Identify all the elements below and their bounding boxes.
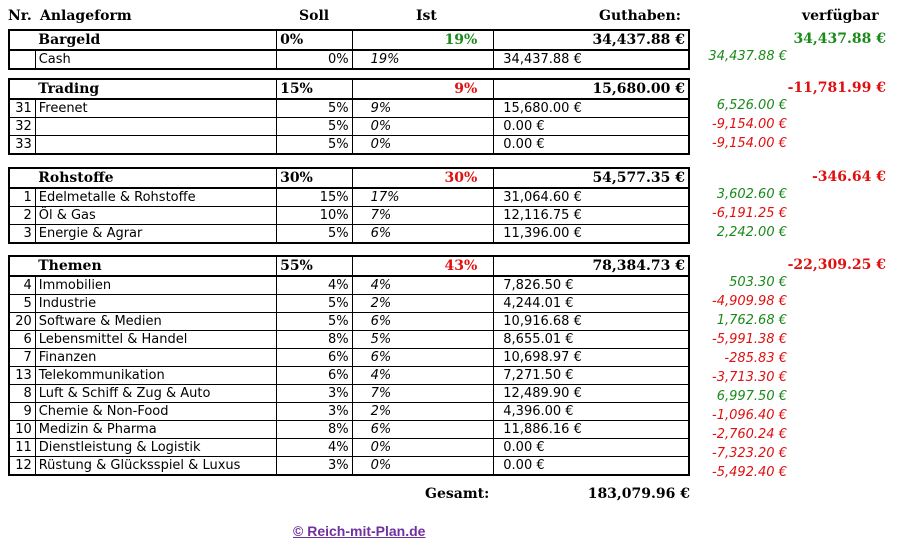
- row-ist: 2%: [352, 403, 494, 421]
- row-ist: 6%: [352, 421, 494, 439]
- row-soll: 10%: [277, 207, 353, 225]
- row-soll: 15%: [277, 188, 353, 207]
- row-guthaben: 34,437.88 €: [494, 50, 689, 69]
- row-nr: 5: [9, 295, 35, 313]
- row-name: Öl & Gas: [35, 207, 276, 225]
- row-nr: 4: [9, 276, 35, 295]
- row-guthaben: 10,698.97 €: [494, 349, 689, 367]
- row-ist: 0%: [352, 136, 494, 155]
- table-row: [9, 331, 689, 349]
- row-nr: 7: [9, 349, 35, 367]
- row-name: Rüstung & Glücksspiel & Luxus: [35, 457, 276, 476]
- row-guthaben: 0.00 €: [494, 136, 689, 155]
- table-row: [9, 136, 689, 155]
- row-verfuegbar: -3,713.30 €: [712, 370, 787, 385]
- table-row: [9, 99, 689, 118]
- row-guthaben: 7,826.50 €: [494, 276, 689, 295]
- group-table: [8, 29, 690, 70]
- row-nr: 8: [9, 385, 35, 403]
- row-verfuegbar: 503.30 €: [729, 275, 787, 290]
- row-soll: 3%: [277, 385, 353, 403]
- group-ist: 30%: [352, 168, 494, 188]
- row-name: Lebensmittel & Handel: [35, 331, 276, 349]
- row-guthaben: 8,655.01 €: [494, 331, 689, 349]
- table-row: [9, 349, 689, 367]
- row-nr: 9: [9, 403, 35, 421]
- row-ist: 0%: [352, 439, 494, 457]
- row-soll: 4%: [277, 439, 353, 457]
- row-nr: 3: [9, 225, 35, 244]
- header-verfuegbar: verfügbar: [802, 8, 879, 24]
- group-guthaben: 15,680.00 €: [494, 79, 689, 99]
- group-header-row: [9, 168, 689, 188]
- row-verfuegbar: 3,602.60 €: [716, 187, 787, 202]
- table-row: [9, 313, 689, 331]
- row-nr: 33: [9, 136, 35, 155]
- group-name: Trading: [35, 79, 276, 99]
- row-nr: 10: [9, 421, 35, 439]
- row-guthaben: 4,396.00 €: [494, 403, 689, 421]
- group-soll: 0%: [277, 30, 353, 50]
- row-name: Luft & Schiff & Zug & Auto: [35, 385, 276, 403]
- total-value: 183,079.96 €: [587, 486, 690, 502]
- group-nr-cell: [9, 256, 35, 276]
- row-ist: 6%: [352, 313, 494, 331]
- group-verfuegbar: -22,309.25 €: [787, 257, 886, 273]
- row-ist: 0%: [352, 457, 494, 476]
- row-guthaben: 0.00 €: [494, 118, 689, 136]
- row-ist: 7%: [352, 207, 494, 225]
- row-verfuegbar: 2,242.00 €: [716, 225, 787, 240]
- group-nr-cell: [9, 30, 35, 50]
- row-guthaben: 31,064.60 €: [494, 188, 689, 207]
- row-ist: 6%: [352, 225, 494, 244]
- row-soll: 8%: [277, 421, 353, 439]
- row-ist: 19%: [352, 50, 494, 69]
- row-nr: 13: [9, 367, 35, 385]
- row-soll: 0%: [277, 50, 353, 69]
- row-verfuegbar: -7,323.20 €: [712, 446, 787, 461]
- row-nr: 12: [9, 457, 35, 476]
- row-guthaben: 0.00 €: [494, 457, 689, 476]
- group-name: Bargeld: [35, 30, 276, 50]
- table-row: [9, 403, 689, 421]
- group-ist: 43%: [352, 256, 494, 276]
- row-nr: 20: [9, 313, 35, 331]
- row-verfuegbar: 34,437.88 €: [708, 49, 787, 64]
- row-soll: 5%: [277, 136, 353, 155]
- group-header-row: [9, 30, 689, 50]
- group-soll: 30%: [277, 168, 353, 188]
- row-verfuegbar: -5,991.38 €: [712, 332, 787, 347]
- row-nr: 32: [9, 118, 35, 136]
- row-nr: [9, 50, 35, 69]
- table-row: [9, 367, 689, 385]
- row-name: [35, 136, 276, 155]
- row-guthaben: 11,396.00 €: [494, 225, 689, 244]
- table-row: [9, 439, 689, 457]
- row-soll: 5%: [277, 295, 353, 313]
- row-soll: 6%: [277, 349, 353, 367]
- header-soll: Soll: [299, 8, 330, 24]
- row-name: [35, 118, 276, 136]
- row-name: Dienstleistung & Logistik: [35, 439, 276, 457]
- header-nr: Nr.: [8, 8, 32, 24]
- group-guthaben: 54,577.35 €: [494, 168, 689, 188]
- footer-link[interactable]: © Reich-mit-Plan.de: [293, 523, 426, 539]
- row-verfuegbar: 1,762.68 €: [716, 313, 787, 328]
- row-verfuegbar: -2,760.24 €: [712, 427, 787, 442]
- row-name: Chemie & Non-Food: [35, 403, 276, 421]
- group-table: [8, 255, 690, 476]
- group-guthaben: 78,384.73 €: [494, 256, 689, 276]
- header-ist: Ist: [416, 8, 437, 24]
- row-guthaben: 15,680.00 €: [494, 99, 689, 118]
- row-name: Finanzen: [35, 349, 276, 367]
- row-name: Freenet: [35, 99, 276, 118]
- row-ist: 5%: [352, 331, 494, 349]
- group-soll: 15%: [277, 79, 353, 99]
- group-guthaben: 34,437.88 €: [494, 30, 689, 50]
- group-verfuegbar: 34,437.88 €: [793, 31, 886, 47]
- row-soll: 6%: [277, 367, 353, 385]
- group-header-row: [9, 79, 689, 99]
- total-label: Gesamt:: [425, 486, 490, 502]
- row-soll: 3%: [277, 403, 353, 421]
- row-nr: 6: [9, 331, 35, 349]
- row-soll: 4%: [277, 276, 353, 295]
- row-ist: 9%: [352, 99, 494, 118]
- row-ist: 7%: [352, 385, 494, 403]
- row-verfuegbar: 6,526.00 €: [716, 98, 787, 113]
- row-ist: 2%: [352, 295, 494, 313]
- group-verfuegbar: -11,781.99 €: [787, 80, 886, 96]
- row-guthaben: 12,489.90 €: [494, 385, 689, 403]
- row-verfuegbar: 6,997.50 €: [716, 389, 787, 404]
- row-guthaben: 12,116.75 €: [494, 207, 689, 225]
- group-name: Rohstoffe: [35, 168, 276, 188]
- row-name: Cash: [35, 50, 276, 69]
- group-table: [8, 167, 690, 244]
- row-soll: 3%: [277, 457, 353, 476]
- table-row: [9, 225, 689, 244]
- group-header-row: [9, 256, 689, 276]
- group-ist: 9%: [352, 79, 494, 99]
- row-soll: 5%: [277, 118, 353, 136]
- row-verfuegbar: -285.83 €: [724, 351, 787, 366]
- row-guthaben: 4,244.01 €: [494, 295, 689, 313]
- table-row: [9, 385, 689, 403]
- row-verfuegbar: -9,154.00 €: [712, 117, 787, 132]
- row-name: Telekommunikation: [35, 367, 276, 385]
- group-name: Themen: [35, 256, 276, 276]
- row-name: Immobilien: [35, 276, 276, 295]
- header-anlageform: Anlageform: [40, 8, 132, 24]
- row-nr: 31: [9, 99, 35, 118]
- table-row: [9, 276, 689, 295]
- group-soll: 55%: [277, 256, 353, 276]
- header-guthaben: Guthaben:: [599, 8, 681, 24]
- group-table: [8, 78, 690, 155]
- group-nr-cell: [9, 79, 35, 99]
- row-soll: 8%: [277, 331, 353, 349]
- row-guthaben: 7,271.50 €: [494, 367, 689, 385]
- row-guthaben: 10,916.68 €: [494, 313, 689, 331]
- row-name: Software & Medien: [35, 313, 276, 331]
- row-nr: 1: [9, 188, 35, 207]
- row-nr: 2: [9, 207, 35, 225]
- table-row: [9, 457, 689, 476]
- table-row: [9, 50, 689, 69]
- row-soll: 5%: [277, 99, 353, 118]
- row-ist: 4%: [352, 276, 494, 295]
- row-ist: 4%: [352, 367, 494, 385]
- table-row: [9, 421, 689, 439]
- row-nr: 11: [9, 439, 35, 457]
- row-guthaben: 0.00 €: [494, 439, 689, 457]
- row-verfuegbar: -4,909.98 €: [712, 294, 787, 309]
- group-nr-cell: [9, 168, 35, 188]
- row-guthaben: 11,886.16 €: [494, 421, 689, 439]
- row-name: Industrie: [35, 295, 276, 313]
- row-name: Medizin & Pharma: [35, 421, 276, 439]
- row-ist: 17%: [352, 188, 494, 207]
- group-verfuegbar: -346.64 €: [811, 169, 886, 185]
- row-verfuegbar: -1,096.40 €: [712, 408, 787, 423]
- row-verfuegbar: -5,492.40 €: [712, 465, 787, 480]
- row-soll: 5%: [277, 313, 353, 331]
- table-row: [9, 295, 689, 313]
- table-row: [9, 118, 689, 136]
- row-ist: 6%: [352, 349, 494, 367]
- table-row: [9, 207, 689, 225]
- row-name: Edelmetalle & Rohstoffe: [35, 188, 276, 207]
- row-soll: 5%: [277, 225, 353, 244]
- group-ist: 19%: [352, 30, 494, 50]
- table-row: [9, 188, 689, 207]
- row-verfuegbar: -9,154.00 €: [712, 136, 787, 151]
- row-verfuegbar: -6,191.25 €: [712, 206, 787, 221]
- row-name: Energie & Agrar: [35, 225, 276, 244]
- row-ist: 0%: [352, 118, 494, 136]
